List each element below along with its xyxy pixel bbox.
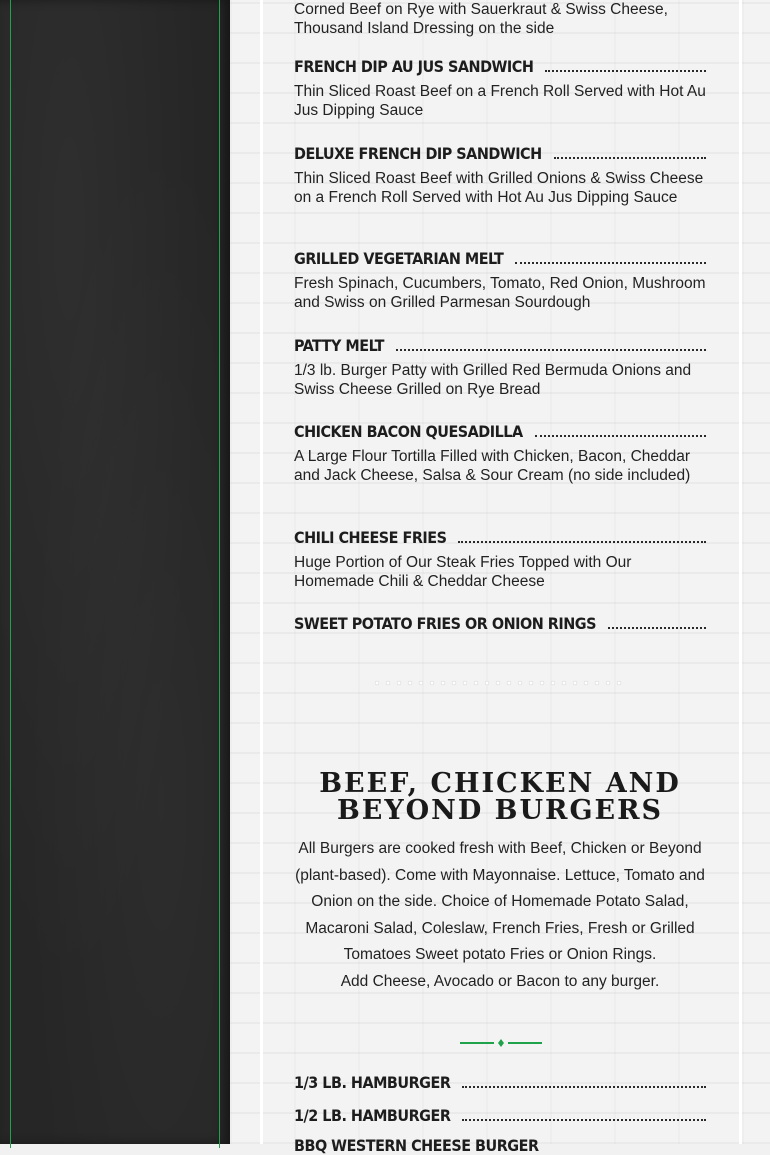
menu-item <box>294 528 706 591</box>
leader-dots <box>462 1119 706 1121</box>
item-name: GRILLED VEGETARIAN MELT <box>294 249 504 268</box>
menu-item <box>294 144 706 207</box>
item-description: Fresh Spinach, Cucumbers, Tomato, Red Onion, Mushroom and Swiss on Grilled Parmesan Sourdough <box>294 275 706 311</box>
item-description: A Large Flour Tortilla Filled with Chicken, Bacon, Cheddar and Jack Cheese, Salsa & Sour Cream (no side included) <box>294 448 691 484</box>
section-divider-dots <box>375 680 625 686</box>
menu-item <box>294 336 706 399</box>
item-name: CHILI CHEESE FRIES <box>294 528 447 547</box>
sidebar-green-frame <box>10 0 220 1148</box>
addon-text: Add Cheese, Avocado or Bacon to any burger. <box>340 972 660 990</box>
leader-dots <box>545 70 706 72</box>
leader-dots <box>554 157 706 159</box>
item-name: 1/3 LB. HAMBURGER <box>294 1073 451 1092</box>
menu-item <box>294 422 706 485</box>
item-description: Corned Beef on Rye with Sauerkraut & Swiss Cheese, Thousand Island Dressing on the side <box>294 1 668 37</box>
menu-item <box>294 57 706 120</box>
item-description: Thin Sliced Roast Beef with Grilled Onions & Swiss Cheese on a French Roll Served with Hot Au Jus Dipping Sauce <box>294 170 704 206</box>
item-description: Huge Portion of Our Steak Fries Topped with Our Homemade Chili & Cheddar Cheese <box>294 554 632 590</box>
green-ornament-rule <box>460 1036 542 1050</box>
item-name: PATTY MELT <box>294 336 384 355</box>
section-title: BEEF, CHICKEN AND BEYOND BURGERS <box>319 768 681 826</box>
item-name: CHICKEN BACON QUESADILLA <box>294 422 523 441</box>
menu-item-partial <box>294 0 706 38</box>
menu-item <box>294 1106 706 1125</box>
leader-dots <box>396 349 706 351</box>
leader-dots <box>515 262 706 264</box>
item-description: Thin Sliced Roast Beef on a French Roll Served with Hot Au Jus Dipping Sauce <box>294 83 706 119</box>
section-intro <box>294 836 706 995</box>
item-description: 1/3 lb. Burger Patty with Grilled Red Bermuda Onions and Swiss Cheese Grilled on Rye Bread <box>294 362 692 398</box>
menu-item <box>294 1073 706 1092</box>
leader-dots <box>462 1086 706 1088</box>
menu-item <box>294 1136 706 1155</box>
leader-dots <box>608 627 706 629</box>
item-name: DELUXE FRENCH DIP SANDWICH <box>294 144 542 163</box>
leader-dots <box>458 541 706 543</box>
chalkboard-sidebar <box>0 0 230 1144</box>
intro-text: All Burgers are cooked fresh with Beef, Chicken or Beyond (plant-based). Come with Mayonnaise. Lettuce, Tomato and Onion on the side. Choice of Homemade Potato Salad, Macaroni Salad, Coleslaw, French Fries, Fresh or Grilled Tomatoes Sweet potato Fries or Onion Rings. <box>295 840 705 963</box>
item-name: BBQ WESTERN CHEESE BURGER <box>294 1136 539 1155</box>
item-name: SWEET POTATO FRIES OR ONION RINGS <box>294 614 596 633</box>
item-name: 1/2 LB. HAMBURGER <box>294 1106 451 1125</box>
leader-dots <box>535 435 706 437</box>
menu-item <box>294 614 706 633</box>
menu-item <box>294 249 706 312</box>
item-name: FRENCH DIP AU JUS SANDWICH <box>294 57 534 76</box>
